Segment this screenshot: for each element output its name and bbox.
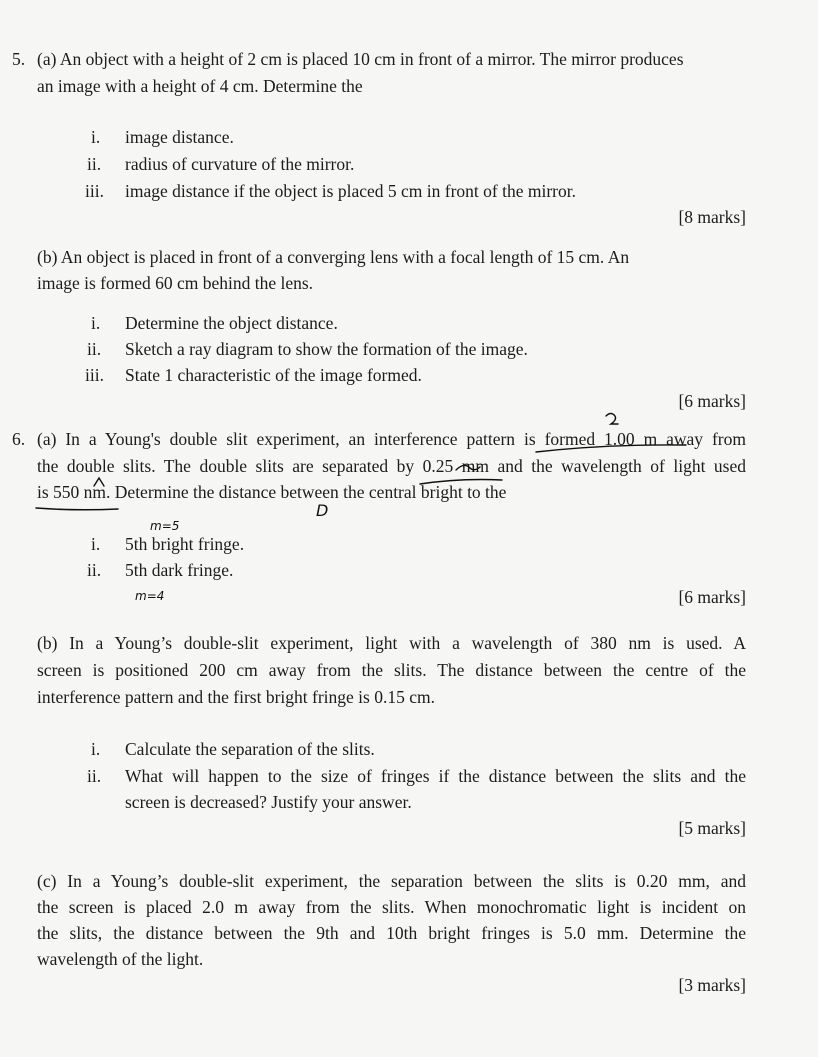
- q6c-line-4: wavelength of the light.: [37, 949, 204, 969]
- q6c-line-3: the slits, the distance between the 9th and 10th bright fringes is 5.0 mm. Determine the: [37, 923, 746, 943]
- q5b-line-1: (b) An object is placed in front of a converging lens with a focal length of 15 cm. An: [37, 247, 630, 267]
- q5b-line-2: image is formed 60 cm behind the lens.: [37, 273, 314, 293]
- q6b-marks: [5 marks]: [678, 818, 746, 838]
- q6c-marks: [3 marks]: [678, 975, 746, 995]
- q5a-marks: [8 marks]: [678, 207, 746, 227]
- q6a-item-1-number: i.: [91, 534, 101, 554]
- handwritten-m4: m=4: [135, 589, 165, 603]
- q5b-item-1-text: Determine the object distance.: [125, 313, 338, 333]
- question-5-number: 5.: [12, 49, 26, 69]
- q5b-item-1-number: i.: [91, 313, 101, 333]
- q6a-item-2-number: ii.: [87, 560, 102, 580]
- q6b-item-1-text: Calculate the separation of the slits.: [125, 739, 375, 759]
- q5a-item-1-number: i.: [91, 127, 101, 147]
- q6a-item-2-text: 5th dark fringe.: [125, 560, 234, 580]
- q5a-item-2-text: radius of curvature of the mirror.: [125, 154, 355, 174]
- q5a-item-3-text: image distance if the object is placed 5 cm in front of the mirror.: [125, 181, 576, 201]
- handwritten-underline-550nm: [36, 508, 118, 510]
- handwritten-squiggle-mark: [606, 414, 618, 425]
- q6b-item-1-number: i.: [91, 739, 101, 759]
- q6b-line-1: (b) In a Young’s double-slit experiment, light with a wavelength of 380 nm is used. A: [37, 633, 746, 653]
- q5a-line-2: an image with a height of 4 cm. Determine the: [37, 76, 363, 96]
- q6b-item-2-continued: screen is decreased? Justify your answer.: [125, 792, 412, 812]
- q5a-item-2-number: ii.: [87, 154, 102, 174]
- q6a-line-3: is 550 nm. Determine the distance between the central bright to the: [37, 482, 507, 502]
- q6a-line-1: (a) In a Young's double slit experiment, an interference pattern is formed 1.00 m away from: [37, 429, 746, 449]
- handwritten-m5: m=5: [150, 519, 180, 533]
- q6b-line-2: screen is positioned 200 cm away from the slits. The distance between the centre of the: [37, 660, 746, 680]
- q6a-marks: [6 marks]: [678, 587, 746, 607]
- q5b-item-2-number: ii.: [87, 339, 102, 359]
- q6b-line-3: interference pattern and the first bright fringe is 0.15 cm.: [37, 687, 435, 707]
- question-6-number: 6.: [12, 429, 26, 449]
- q5a-item-1-text: image distance.: [125, 127, 234, 147]
- q6a-item-1-text: 5th bright fringe.: [125, 534, 245, 554]
- handwritten-d: D: [316, 501, 329, 520]
- q6b-item-2-text: What will happen to the size of fringes if the distance between the slits and the: [125, 766, 746, 786]
- q6a-line-2: the double slits. The double slits are separated by 0.25 mm and the wavelength of light used: [37, 456, 746, 476]
- q5a-item-3-number: iii.: [85, 181, 104, 201]
- q6c-line-2: the screen is placed 2.0 m away from the slits. When monochromatic light is incident on: [37, 897, 746, 917]
- q6c-line-1: (c) In a Young’s double-slit experiment, the separation between the slits is 0.20 mm, and: [37, 871, 746, 891]
- q5b-item-3-text: State 1 characteristic of the image formed.: [125, 365, 422, 385]
- q5b-item-2-text: Sketch a ray diagram to show the formation of the image.: [125, 339, 528, 359]
- q5b-marks: [6 marks]: [678, 391, 746, 411]
- q5b-item-3-number: iii.: [85, 365, 104, 385]
- q6b-item-2-number: ii.: [87, 766, 102, 786]
- q5a-line-1: (a) An object with a height of 2 cm is placed 10 cm in front of a mirror. The mirror produces: [37, 49, 684, 69]
